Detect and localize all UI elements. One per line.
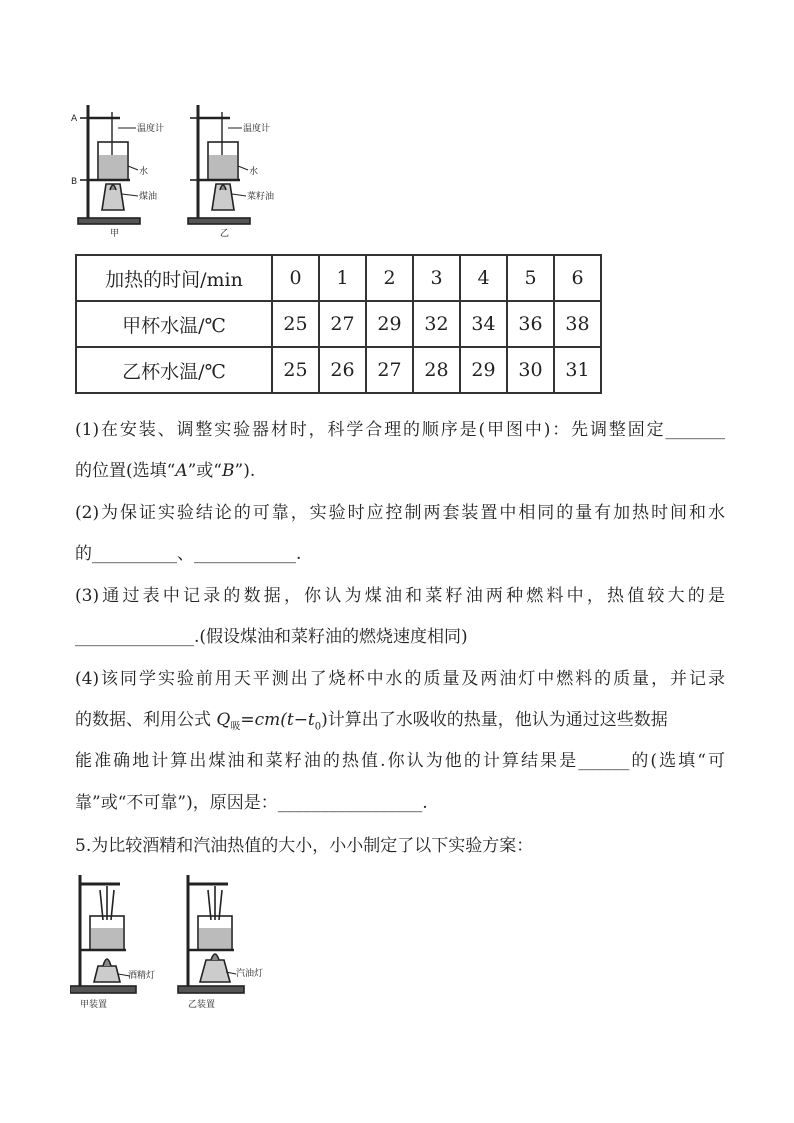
table-cell: 3	[413, 255, 460, 301]
table-cell: 25	[272, 301, 319, 347]
water-label-jia: 水	[139, 167, 149, 177]
question-4-line-3: 能准确地计算出煤油和菜籽油的热值.你认为他的计算结果是______的(选填“可	[75, 751, 725, 771]
q4-text-a: 的数据、利用公式	[75, 710, 217, 730]
table-cell: 27	[366, 347, 413, 393]
question-1-line-2	[75, 459, 725, 483]
table-cell: 1	[319, 255, 366, 301]
q1-text-c: ”).	[234, 461, 256, 481]
table-cell: 30	[507, 347, 554, 393]
table-cell: 4	[460, 255, 507, 301]
table-cell: 32	[413, 301, 460, 347]
table-cell: 6	[554, 255, 601, 301]
thermometer-label-jia: 温度计	[137, 124, 165, 134]
caption-yi-device: 乙装置	[188, 1000, 216, 1010]
question-4-line-4: 靠”或“不可靠”)，原因是：_________________.	[75, 793, 428, 813]
table-cell: 0	[272, 255, 319, 301]
q1-option-B: B	[222, 461, 235, 481]
question-4-line-1: (4)该同学实验前用天平测出了烧杯中水的质量及两油灯中燃料的质量，并记录	[75, 669, 725, 689]
table-cell: 38	[554, 301, 601, 347]
apparatus-diagram-1	[70, 100, 290, 240]
row-header: 加热的时间/min	[76, 255, 272, 301]
caption-yi: 乙	[220, 229, 230, 239]
table-cell: 34	[460, 301, 507, 347]
question-5: 5.为比较酒精和汽油热值的大小，小小制定了以下实验方案：	[75, 836, 534, 856]
table-row	[76, 301, 601, 347]
alcohol-lamp-label: 酒精灯	[128, 971, 156, 981]
table-cell: 36	[507, 301, 554, 347]
table-cell: 28	[413, 347, 460, 393]
table-row	[76, 347, 601, 393]
question-4-line-2	[75, 708, 725, 739]
row-header: 甲杯水温/℃	[76, 301, 272, 347]
table-row	[76, 255, 601, 301]
gasoline-lamp-label: 汽油灯	[236, 969, 264, 979]
temperature-table	[75, 254, 602, 394]
formula-body: =cm(t−t	[240, 710, 315, 730]
q1-option-A: A	[175, 461, 188, 481]
fuel-label-jia: 煤油	[139, 192, 158, 202]
label-A: A	[71, 114, 78, 124]
apparatus-diagram-2	[70, 870, 290, 1010]
question-3-line-1: (3)通过表中记录的数据，你认为煤油和菜籽油两种燃料中，热值较大的是	[75, 586, 725, 606]
formula-sub-0: 0	[314, 721, 322, 733]
formula-Q: Q	[216, 710, 231, 730]
label-B: B	[71, 177, 78, 187]
table-cell: 31	[554, 347, 601, 393]
formula-sub-xi: 吸	[230, 721, 241, 733]
formula-end: )	[321, 710, 328, 730]
row-header: 乙杯水温/℃	[76, 347, 272, 393]
q1-text-a: 的位置(选填“	[75, 461, 176, 481]
fuel-label-yi: 菜籽油	[247, 192, 275, 202]
q1-text-b: ”或“	[187, 461, 222, 481]
table-cell: 2	[366, 255, 413, 301]
apparatus-figure-2	[70, 870, 290, 1010]
table-cell: 26	[319, 347, 366, 393]
table-cell: 29	[460, 347, 507, 393]
question-3-line-2: ______________.(假设煤油和菜籽油的燃烧速度相同)	[75, 627, 468, 647]
table-cell: 5	[507, 255, 554, 301]
question-2-line-2: 的__________、____________.	[75, 544, 302, 564]
q4-text-b: 计算出了水吸收的热量，他认为通过这些数据	[327, 710, 668, 730]
caption-jia-device: 甲装置	[80, 1000, 108, 1010]
table-cell: 25	[272, 347, 319, 393]
question-1-line-1: (1)在安装、调整实验器材时，科学合理的顺序是(甲图中)：先调整固定_______	[75, 420, 725, 440]
thermometer-label-yi: 温度计	[243, 124, 271, 134]
water-label-yi: 水	[249, 167, 259, 177]
question-2-line-1: (2)为保证实验结论的可靠，实验时应控制两套装置中相同的量有加热时间和水	[75, 503, 725, 523]
caption-jia: 甲	[110, 229, 120, 239]
table-cell: 27	[319, 301, 366, 347]
table-cell: 29	[366, 301, 413, 347]
apparatus-figure-1	[70, 100, 290, 240]
